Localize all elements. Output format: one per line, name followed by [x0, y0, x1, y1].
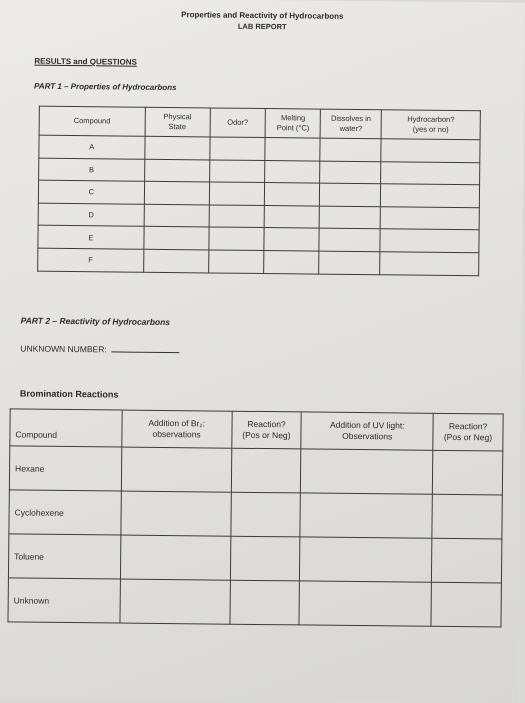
bromination-row-label: Toluene	[8, 534, 120, 579]
bromination-answer-cell[interactable]	[301, 449, 433, 494]
part1-heading: PART 1 – Properties of Hydrocarbons	[34, 81, 177, 93]
properties-column-header: Physical State	[145, 107, 210, 137]
properties-answer-cell[interactable]	[380, 207, 479, 231]
table-row	[9, 490, 502, 539]
properties-answer-cell[interactable]	[144, 181, 209, 204]
bromination-answer-cell[interactable]	[230, 492, 300, 537]
properties-answer-cell[interactable]	[380, 229, 479, 253]
unknown-number-blank[interactable]	[111, 351, 179, 353]
bromination-answer-cell[interactable]	[231, 448, 301, 493]
bromination-answer-cell[interactable]	[299, 581, 431, 626]
bromination-heading: Bromination Reactions	[19, 388, 119, 400]
unknown-number-field	[20, 343, 179, 355]
part2-heading: PART 2 – Reactivity of Hydrocarbons	[20, 315, 171, 328]
properties-row-label: F	[38, 248, 144, 272]
properties-answer-cell[interactable]	[381, 139, 480, 163]
bromination-column-header: Reaction? (Pos or Neg)	[433, 413, 503, 451]
properties-answer-cell[interactable]	[209, 205, 265, 228]
bromination-answer-cell[interactable]	[432, 450, 502, 495]
properties-answer-cell[interactable]	[209, 160, 265, 183]
bromination-table-body	[8, 446, 503, 627]
properties-answer-cell[interactable]	[380, 252, 479, 276]
bromination-answer-cell[interactable]	[230, 536, 300, 581]
bromination-column-header: Reaction? (Pos or Neg)	[231, 411, 301, 449]
properties-table-header	[39, 106, 480, 140]
properties-answer-cell[interactable]	[319, 228, 380, 251]
properties-answer-cell[interactable]	[265, 160, 320, 183]
bromination-answer-cell[interactable]	[432, 494, 502, 539]
bromination-row-label: Cyclohexene	[9, 490, 121, 535]
section-heading: RESULTS and QUESTIONS	[34, 56, 137, 67]
properties-answer-cell[interactable]	[208, 227, 264, 250]
bromination-column-header: Addition of Br₂: observations	[122, 410, 232, 448]
table-row	[9, 446, 502, 495]
properties-row-label: C	[38, 180, 144, 204]
bromination-row-label: Unknown	[8, 578, 120, 623]
properties-answer-cell[interactable]	[264, 251, 319, 274]
properties-column-header: Melting Point (°C)	[265, 109, 320, 139]
bromination-answer-cell[interactable]	[121, 491, 231, 536]
properties-column-header: Compound	[39, 106, 145, 136]
unknown-number-label: UNKNOWN NUMBER:	[20, 343, 107, 355]
bromination-answer-cell[interactable]	[300, 537, 432, 582]
properties-answer-cell[interactable]	[265, 205, 320, 228]
properties-answer-cell[interactable]	[143, 249, 208, 272]
properties-column-header: Dissolves in water?	[320, 109, 381, 139]
properties-table-body	[38, 135, 480, 275]
table-row	[8, 534, 501, 583]
properties-column-header: Hydrocarbon? (yes or no)	[381, 110, 480, 140]
bromination-column-header: Addition of UV light: Observations	[301, 412, 433, 450]
bromination-table-header	[10, 409, 503, 451]
properties-answer-cell[interactable]	[144, 159, 209, 182]
properties-answer-cell[interactable]	[145, 136, 210, 159]
properties-answer-cell[interactable]	[265, 183, 320, 206]
properties-row-label: A	[39, 135, 145, 159]
bromination-answer-cell[interactable]	[432, 538, 502, 583]
properties-answer-cell[interactable]	[209, 137, 265, 160]
bromination-answer-cell[interactable]	[431, 582, 501, 627]
bromination-answer-cell[interactable]	[120, 579, 230, 624]
properties-row-label: D	[38, 203, 144, 227]
document-subtitle: LAB REPORT	[237, 21, 287, 32]
properties-answer-cell[interactable]	[381, 161, 480, 185]
properties-row-label: E	[38, 226, 144, 250]
bromination-column-header: Compound	[10, 409, 122, 447]
properties-answer-cell[interactable]	[208, 250, 264, 273]
properties-answer-cell[interactable]	[264, 228, 319, 251]
properties-answer-cell[interactable]	[265, 138, 320, 161]
bromination-answer-cell[interactable]	[121, 447, 231, 492]
bromination-table	[7, 408, 503, 627]
document-title: Properties and Reactivity of Hydrocarbons	[181, 10, 344, 21]
properties-answer-cell[interactable]	[320, 183, 381, 206]
bromination-row-label: Hexane	[9, 446, 121, 491]
properties-answer-cell[interactable]	[320, 138, 381, 161]
bromination-answer-cell[interactable]	[230, 580, 300, 625]
properties-answer-cell[interactable]	[320, 161, 381, 184]
properties-answer-cell[interactable]	[319, 206, 380, 229]
bromination-answer-cell[interactable]	[120, 535, 230, 580]
table-row	[8, 578, 501, 627]
properties-answer-cell[interactable]	[144, 227, 209, 250]
properties-answer-cell[interactable]	[381, 184, 480, 208]
properties-column-header: Odor?	[210, 108, 266, 138]
properties-answer-cell[interactable]	[319, 251, 380, 274]
properties-table	[37, 106, 481, 276]
properties-answer-cell[interactable]	[209, 182, 265, 205]
properties-row-label: B	[39, 158, 145, 182]
properties-answer-cell[interactable]	[144, 204, 209, 227]
table-row	[38, 248, 479, 275]
bromination-answer-cell[interactable]	[300, 493, 432, 538]
